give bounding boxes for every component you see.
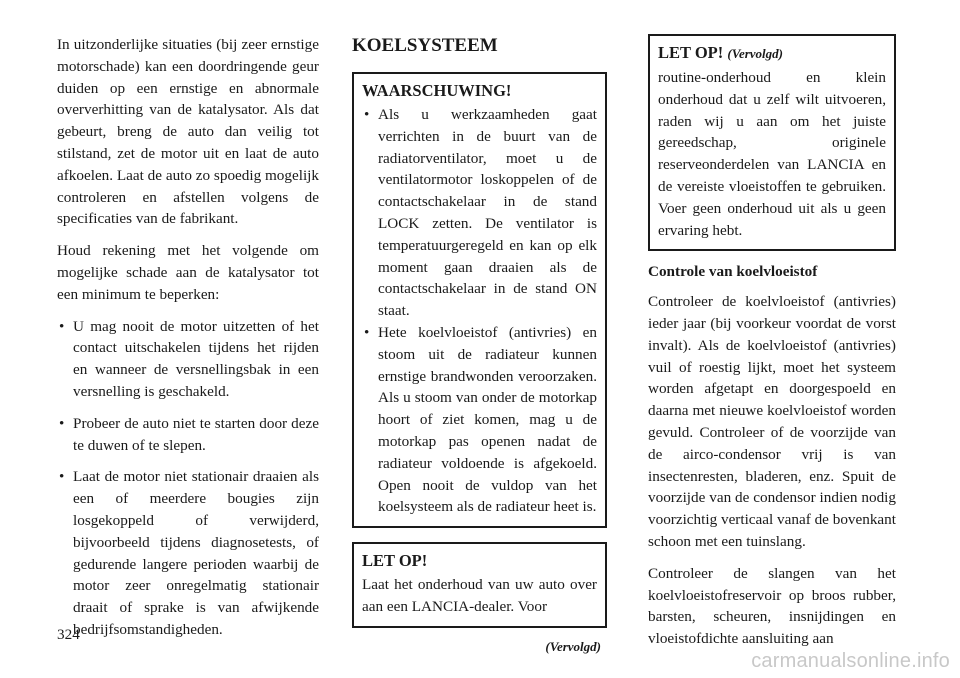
list-item: • Laat de motor niet stationair draaien als een of meerdere bougies zijn losgekoppeld of verwijderd, bijvoorbeeld tijdens diagnosetests, of gedurende langere perioden waarbij de motor zeer onregelmatig stationair draait of sprake is van afwijkende bedrijfsomstandigheden. — [57, 466, 319, 640]
left-column — [57, 34, 319, 651]
right-column — [648, 34, 896, 660]
caution-title-text: LET OP! — [658, 43, 724, 62]
warning-box — [352, 72, 607, 528]
catalyst-bullet-list — [57, 316, 319, 641]
list-item: • Hete koelvloeistof (antivries) en stoom uit de radiateur kunnen ernstige brandwonden veroorzaken. Als u stoom van onder de motorkap hoort of ziet komen, mag u de motorkap pas openen nadat de radiateur voldoende is afgekoeld. Open nooit de vuldop van het koelsysteem als de radiateur heet is. — [362, 322, 597, 518]
caution-continued-text: routine-onderhoud en klein onderhoud dat u zelf wilt uitvoeren, raden wij u aan om het juiste gereedschap, originele reserveonderdelen van LANCIA en de vereiste vloeistoffen te gebruiken. Voer geen onderhoud uit als u geen ervaring hebt. — [658, 69, 886, 239]
continued-label: (Vervolgd) — [545, 638, 601, 654]
list-item: • U mag nooit de motor uitzetten of het contact uitschakelen tijdens het rijden en wanneer de versnellingsbak in een versnelling is geschakeld. — [57, 316, 319, 403]
watermark: carmanualsonline.info — [751, 650, 950, 672]
damage-paragraph: Houd rekening met het volgende om mogelijke schade aan de katalysator tot een minimum te beperken: — [57, 242, 319, 303]
coolant-paragraph: Controleer de koelvloeistof (antivries) ieder jaar (bij voorkeur voordat de vorst invalt). Als de koelvloeistof (antivries) vuil of roestig lijkt, moet het systeem worden afgetapt en doorgespoeld en daarna met nieuwe koelvloeistof worden gevuld. Controleer of de voorzijde van de airco-condensor vrij is van insectenresten, bladeren, enz. Spuit de voorzijde van de condensor indien nodig voorzichtig verticaal vanaf de bovenkant schoon met een tuinslang. — [648, 293, 896, 550]
list-item: • Als u werkzaamheden gaat verrichten in de buurt van de radiatorventilator, moet u de ventilatormotor loskoppelen of de contactschakelaar in de stand LOCK zetten. De ventilator is temperatuurgeregeld en kan op elk moment gaan draaien als de contactschakelaar in de stand ON staat. — [362, 104, 597, 322]
coolant-subheading: Controle van koelvloeistof — [648, 263, 818, 281]
caution-continued-box — [648, 34, 896, 251]
hoses-paragraph: Controleer de slangen van het koelvloeistofreservoir op broos rubber, barsten, scheuren, insnijdingen en vloeistofdichte aansluiting aan — [648, 564, 896, 648]
warning-title: WAARSCHUWING! — [362, 81, 512, 100]
middle-column — [352, 34, 607, 658]
caution-continued-title — [658, 42, 886, 64]
intro-paragraph: In uitzonderlijke situaties (bij zeer ernstige motorschade) kan een doordringende geur duiden op een ernstige en abnormale oververhitting van de katalysator. Als dat gebeurt, breng de auto dan veilig tot stilstand, zet de motor uit en laat de auto afkoelen. Laat de auto zo spoedig mogelijk controleren en afstellen volgens de specificaties van de fabrikant. — [57, 36, 319, 228]
caution-title: LET OP! — [362, 551, 428, 571]
caution-title-suffix: (Vervolgd) — [727, 46, 783, 61]
warning-bullet-list — [362, 104, 597, 518]
list-item: • Probeer de auto niet te starten door deze te duwen of te slepen. — [57, 413, 319, 457]
section-title: KOELSYSTEEM — [352, 35, 498, 56]
caution-box — [352, 542, 607, 628]
caution-text: Laat het onderhoud van uw auto over aan een LANCIA-dealer. Voor — [362, 576, 597, 615]
page-number: 324 — [57, 626, 80, 643]
